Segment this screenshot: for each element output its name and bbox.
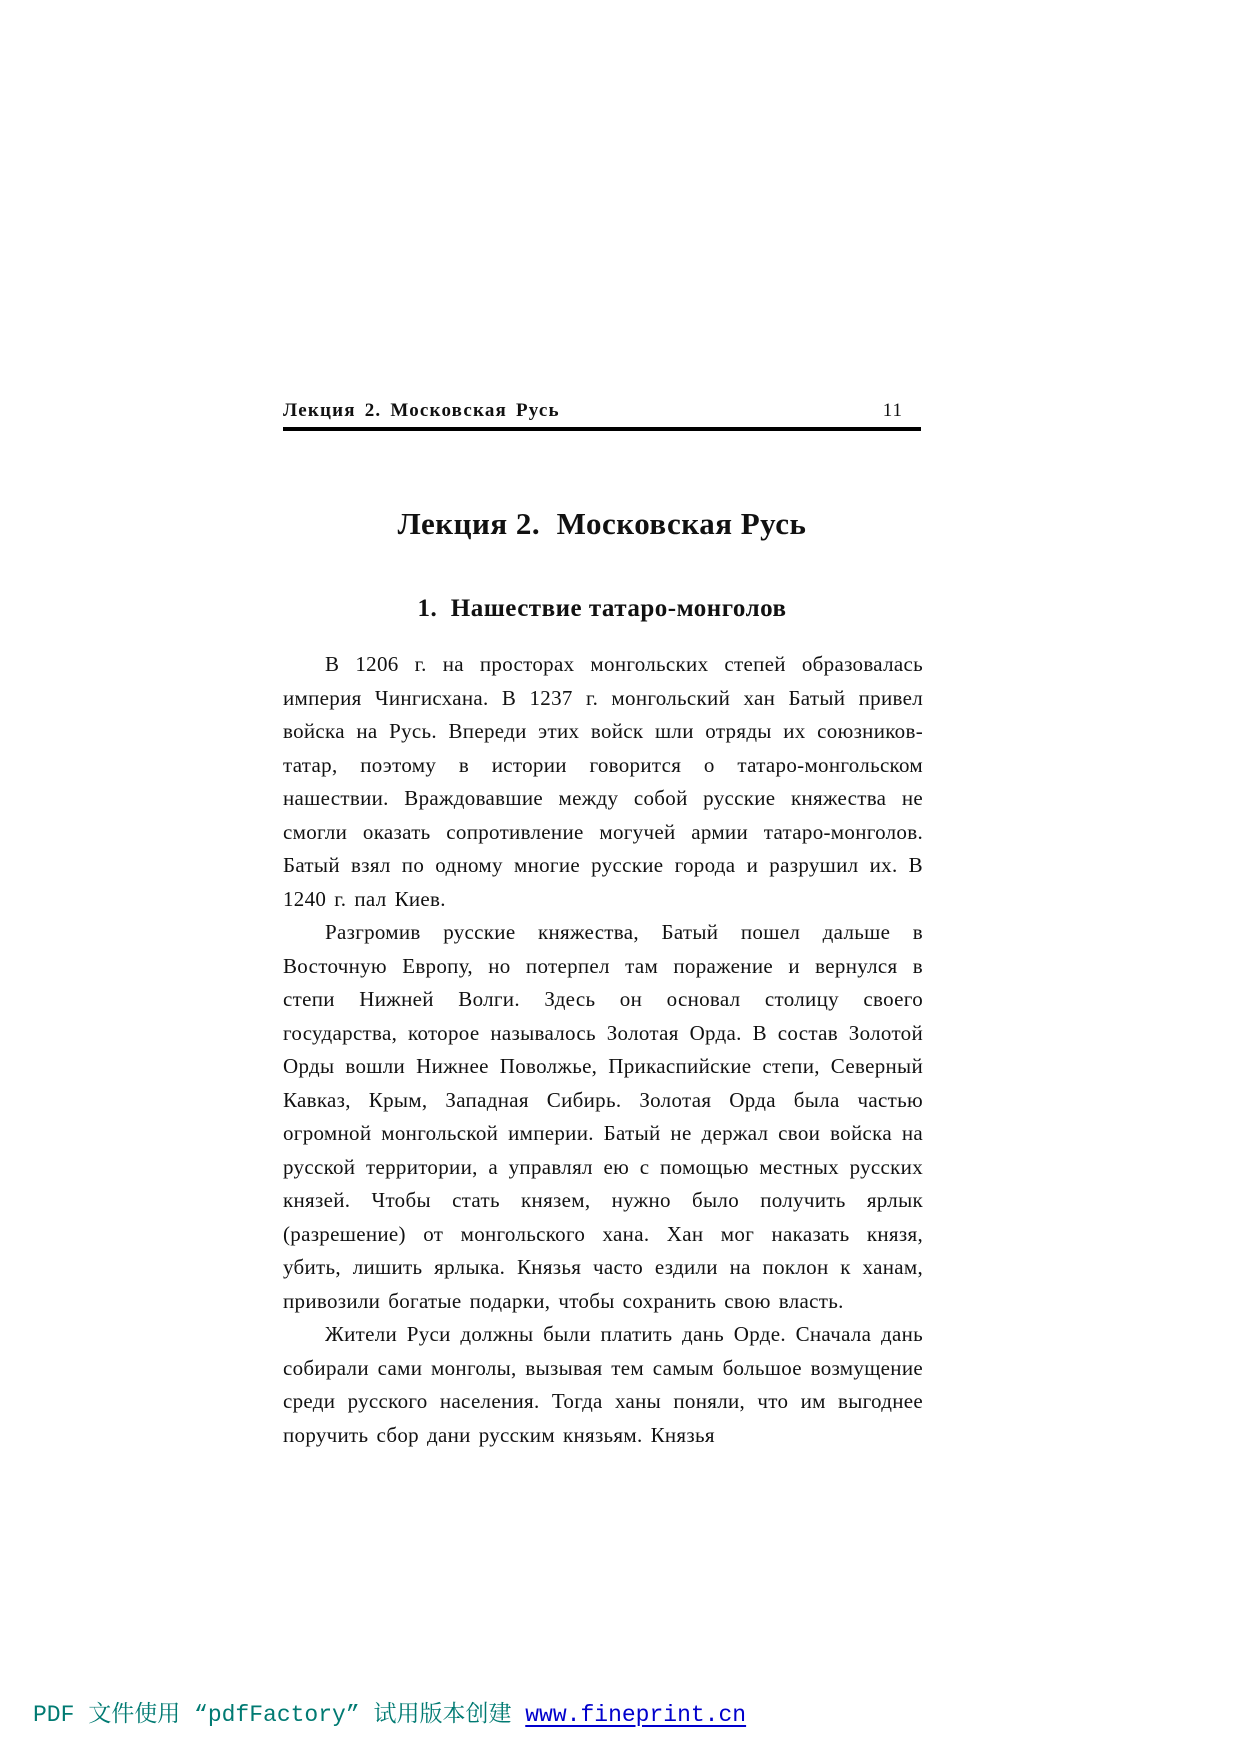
lecture-title: Лекция 2. Московская Русь: [397, 506, 807, 541]
page-number: 11: [882, 400, 903, 421]
pdf-trial-watermark: [33, 1695, 746, 1728]
running-header: [283, 400, 921, 431]
watermark-text: PDF 文件使用 “pdfFactory” 试用版本创建: [33, 1702, 526, 1728]
paragraph-2: Разгромив русские княжества, Батый пошел дальше в Восточную Европу, но потерпел там поражение и вернулся в степи Нижней Волги. Здесь он основал столицу своего государства, которое называлось Золотая Орда. В состав Золотой Орды вошли Нижнее Поволжье, Прикаспийские степи, Северный Кавказ, Крым, Западная Сибирь. Золотая Орда была частью огромной монгольской империи. Батый не держал свои войска на русской территории, а управлял ею с помощью местных русских князей. Чтобы стать князем, нужно было получить ярлык (разрешение) от монгольского хана. Хан мог наказать князя, убить, лишить ярлыка. Князья часто ездили на поклон к ханам, привозили богатые подарки, чтобы сохранить свою власть.: [283, 920, 923, 1313]
fineprint-link[interactable]: www.fineprint.cn: [525, 1702, 747, 1728]
running-header-title: Лекция 2. Московская Русь: [283, 400, 560, 421]
paragraph-1: В 1206 г. на просторах монгольских степей образовалась империя Чингисхана. В 1237 г. монгольский хан Батый привел войска на Русь. Впереди этих войск шли отряды их союзников-татар, поэтому в истории говорится о татаро-монгольском нашествии. Враждовавшие между собой русские княжества не смогли оказать сопротивление могучей армии татаро-монголов. Батый взял по одному многие русские города и разрушил их. В 1240 г. пал Киев.: [283, 652, 923, 911]
section-heading: 1. Нашествие татаро-монголов: [417, 595, 787, 622]
paragraph-3: Жители Руси должны были платить дань Орде. Сначала дань собирали сами монголы, вызывая тем самым большое возмущение среди русского населения. Тогда ханы поняли, что им выгоднее поручить сбор дани русским князьям. Князья: [283, 1322, 923, 1447]
body-text: [283, 648, 923, 1452]
